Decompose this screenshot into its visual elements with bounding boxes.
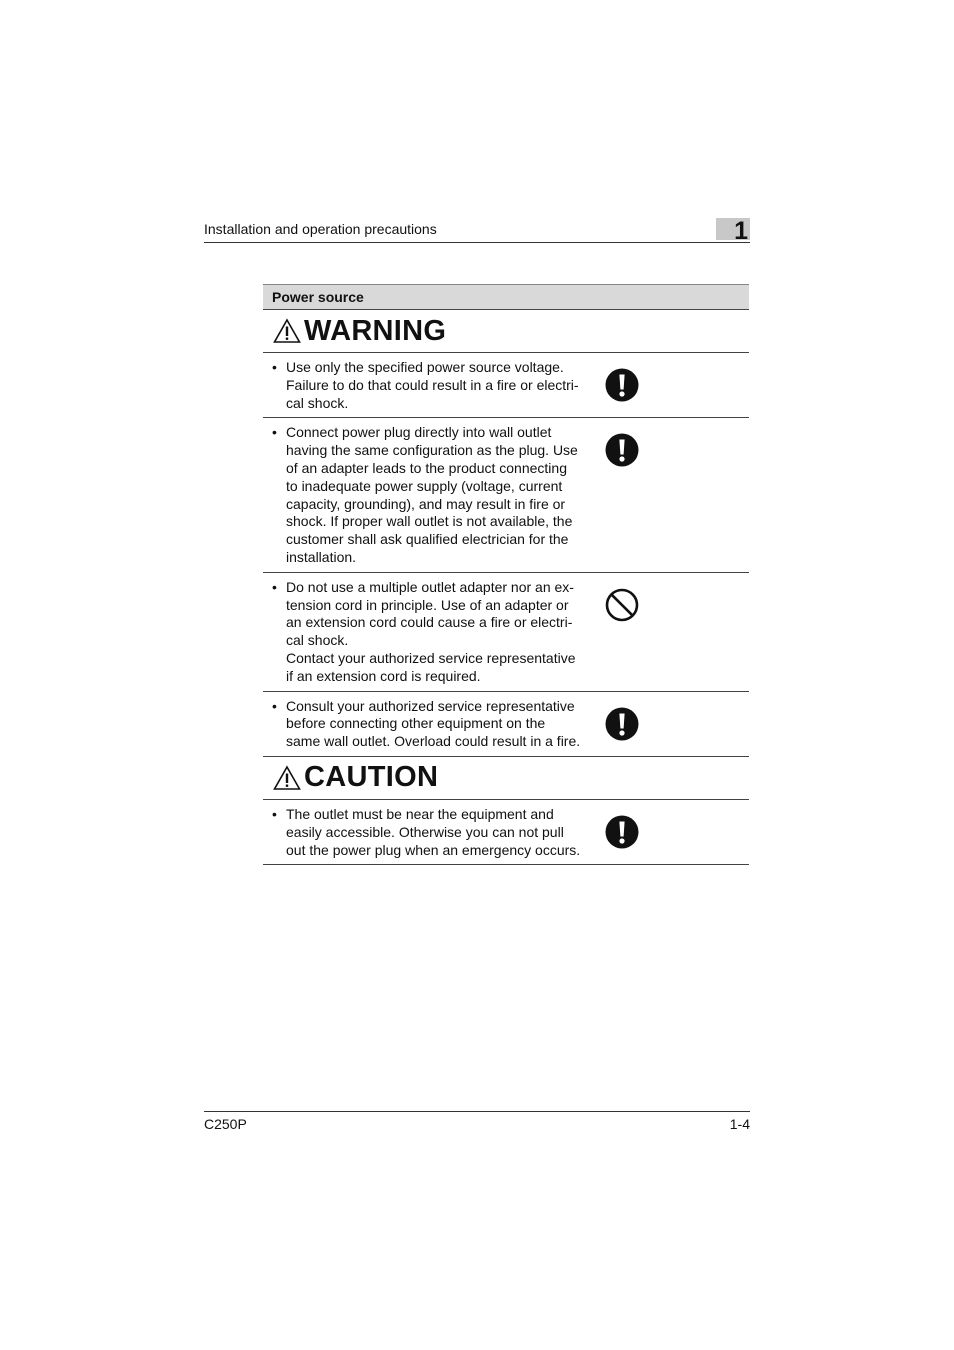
text-line: installation. (286, 548, 357, 565)
footer-page-number: 1-4 (729, 1116, 750, 1132)
text-line: having the same configuration as the plug. Use (286, 442, 578, 459)
warning-item (263, 692, 749, 757)
text-line: out the power plug when an emergency occurs. (286, 841, 581, 858)
text-line: if an extension cord is required. (286, 667, 481, 684)
mandatory-icon (604, 432, 640, 468)
text-line: customer shall ask qualified electrician for the (286, 531, 569, 548)
power-source-section (263, 284, 749, 865)
caution-item (263, 800, 749, 865)
prohibited-icon (604, 587, 640, 623)
text-line: Connect power plug directly into wall outlet (286, 424, 552, 441)
text-line: shock. If proper wall outlet is not available, the (286, 513, 573, 530)
item-text (263, 579, 602, 686)
bullet: • (272, 359, 277, 375)
warning-triangle-icon (273, 318, 301, 344)
warning-item (263, 573, 749, 692)
text-line: Consult your authorized service representative (286, 697, 575, 714)
page-header (204, 218, 750, 243)
text-line: easily accessible. Otherwise you can not pull (286, 823, 564, 840)
page-footer (204, 1111, 750, 1132)
text-line: Contact your authorized service representative (286, 649, 576, 666)
bullet: • (272, 578, 277, 595)
bullet: • (272, 805, 277, 822)
mandatory-icon (604, 814, 640, 850)
item-text (263, 806, 602, 859)
chapter-tab (716, 217, 750, 245)
text-line: of an adapter leads to the product connecting (286, 459, 567, 476)
text-line: Failure to do that could result in a fire or electri- (286, 376, 579, 393)
warning-label: WARNING (304, 314, 447, 347)
warning-item (263, 353, 749, 418)
header-title: Installation and operation precautions (204, 221, 437, 237)
text-line: Do not use a multiple outlet adapter nor an ex- (286, 578, 574, 595)
text-line: cal shock. (286, 394, 349, 411)
section-heading (263, 284, 749, 310)
warning-heading (263, 310, 749, 353)
bullet: • (272, 424, 277, 441)
text-line: an extension cord could cause a fire or electri- (286, 614, 573, 631)
text-line: The outlet must be near the equipment and (286, 805, 554, 822)
text-line: capacity, grounding), and may result in fire or (286, 495, 566, 512)
text-line: tension cord in principle. Use of an adapter or (286, 596, 569, 613)
caution-label: CAUTION (304, 761, 439, 794)
mandatory-icon (604, 706, 640, 742)
footer-model: C250P (204, 1116, 247, 1132)
text-line: before connecting other equipment on the (286, 715, 546, 732)
caution-heading (263, 757, 749, 800)
bullet: • (272, 697, 277, 714)
chapter-number: 1 (734, 217, 748, 245)
text-line: cal shock. (286, 632, 349, 649)
item-text (263, 424, 602, 566)
text-line: Use only the specified power source voltage. (286, 359, 564, 375)
item-text (263, 359, 602, 412)
caution-triangle-icon (273, 765, 301, 791)
warning-item (263, 418, 749, 572)
mandatory-icon (604, 367, 640, 403)
text-line: same wall outlet. Overload could result in a fire. (286, 733, 581, 750)
section-title: Power source (272, 289, 364, 305)
item-text (263, 698, 602, 751)
text-line: to inadequate power supply (voltage, current (286, 477, 563, 494)
